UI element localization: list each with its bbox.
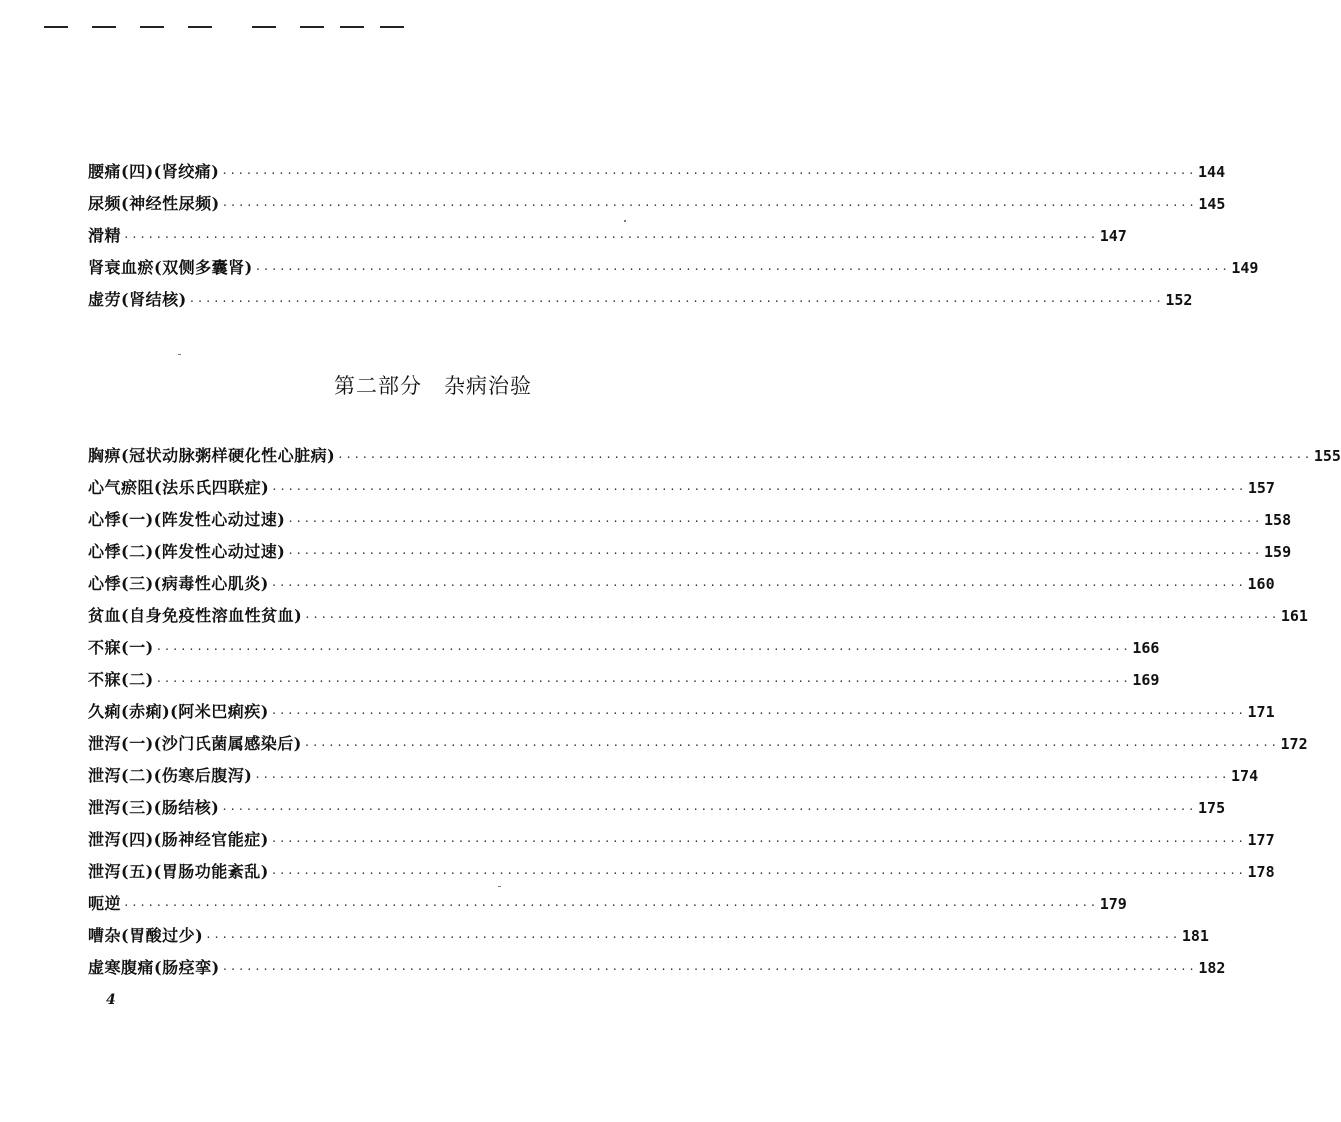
toc-leader-dots: ························································································································ [287, 515, 1263, 528]
toc-entry-page: 182 [1198, 959, 1226, 977]
toc-leader-dots: ························································································································ [205, 931, 1180, 944]
toc-entry [88, 536, 1292, 568]
toc-entry [88, 156, 1226, 188]
toc-entry-page: 177 [1247, 831, 1275, 849]
toc-entry-title: 不寐(一) [88, 638, 154, 657]
toc-leader-dots: ························································································································ [270, 579, 1246, 592]
toc-part1-list [88, 156, 1259, 316]
toc-leader-dots: ························································································································ [337, 451, 1312, 464]
toc-part2-list [88, 440, 1341, 984]
toc-entry-title: 心悸(一)(阵发性心动过速) [88, 510, 286, 529]
header-dash [300, 26, 324, 28]
toc-entry-title: 呃逆 [88, 894, 122, 913]
toc-entry-page: 145 [1198, 195, 1226, 213]
header-dash [188, 26, 212, 28]
page-number: 4 [106, 992, 116, 1008]
toc-entry [88, 824, 1275, 856]
toc-entry-page: 175 [1198, 799, 1226, 817]
toc-entry [88, 440, 1341, 472]
toc-leader-dots: ························································································································ [304, 611, 1279, 624]
toc-leader-dots: ························································································································ [188, 295, 1164, 308]
toc-entry [88, 920, 1209, 952]
toc-entry [88, 792, 1226, 824]
header-dash [44, 26, 68, 28]
toc-leader-dots: ························································································································ [155, 643, 1131, 656]
scan-speck [178, 354, 181, 355]
toc-entry [88, 284, 1193, 316]
toc-entry-page: 179 [1099, 895, 1127, 913]
toc-entry [88, 632, 1160, 664]
header-dash [140, 26, 164, 28]
toc-entry [88, 760, 1259, 792]
toc-entry-title: 泄泻(四)(肠神经官能症) [88, 830, 269, 849]
scan-speck [498, 886, 501, 887]
toc-entry-page: 152 [1165, 291, 1193, 309]
toc-entry-page: 172 [1280, 735, 1308, 753]
toc-entry [88, 728, 1308, 760]
toc-entry-page: 159 [1264, 543, 1292, 561]
toc-entry-page: 144 [1198, 163, 1226, 181]
toc-leader-dots: ························································································································ [271, 483, 1246, 496]
toc-entry-title: 嘈杂(胃酸过少) [88, 926, 204, 945]
toc-entry-title: 胸痹(冠状动脉粥样硬化性心脏病) [88, 446, 336, 465]
toc-entry-page: 181 [1181, 927, 1209, 945]
toc-entry-page: 171 [1247, 703, 1275, 721]
toc-leader-dots: ························································································································ [221, 199, 1197, 212]
toc-entry-title: 泄泻(二)(伤寒后腹泻) [88, 766, 253, 785]
toc-leader-dots: ························································································································ [221, 167, 1197, 180]
header-rule [0, 26, 866, 30]
header-dash [380, 26, 404, 28]
toc-entry-page: 158 [1264, 511, 1292, 529]
toc-entry-title: 久痢(赤痢)(阿米巴痢疾) [88, 702, 269, 721]
toc-entry-page: 166 [1132, 639, 1160, 657]
toc-entry-title: 心悸(三)(病毒性心肌炎) [88, 574, 269, 593]
toc-entry-page: 149 [1231, 259, 1259, 277]
toc-entry-page: 161 [1280, 607, 1308, 625]
toc-entry-title: 心悸(二)(阵发性心动过速) [88, 542, 286, 561]
toc-entry-page: 155 [1313, 447, 1341, 465]
scan-speck [624, 220, 626, 222]
header-dash [252, 26, 276, 28]
toc-entry-page: 169 [1132, 671, 1160, 689]
toc-leader-dots: ························································································································ [221, 803, 1197, 816]
toc-entry [88, 888, 1127, 920]
toc-entry [88, 472, 1275, 504]
toc-entry-page: 160 [1247, 575, 1275, 593]
toc-entry [88, 220, 1127, 252]
toc-entry-title: 滑精 [88, 226, 122, 245]
toc-entry-title: 腰痛(四)(肾绞痛) [88, 162, 220, 181]
toc-entry [88, 188, 1226, 220]
toc-entry-title: 泄泻(三)(肠结核) [88, 798, 220, 817]
toc-entry-page: 174 [1231, 767, 1259, 785]
toc-leader-dots: ························································································································ [270, 867, 1246, 880]
toc-leader-dots: ························································································································ [254, 263, 1230, 276]
toc-leader-dots: ························································································································ [221, 963, 1197, 976]
toc-leader-dots: ························································································································ [270, 707, 1246, 720]
toc-leader-dots: ························································································································ [303, 739, 1279, 752]
toc-leader-dots: ························································································································ [123, 231, 1098, 244]
toc-entry [88, 664, 1160, 696]
header-dash [340, 26, 364, 28]
header-dash [92, 26, 116, 28]
section-heading: 第二部分 杂病治验 [334, 374, 532, 398]
toc-entry [88, 252, 1259, 284]
toc-entry-title: 心气瘀阻(法乐氏四联症) [88, 478, 270, 497]
toc-entry-title: 泄泻(五)(胃肠功能紊乱) [88, 862, 269, 881]
toc-leader-dots: ························································································································ [270, 835, 1246, 848]
toc-entry [88, 952, 1226, 984]
toc-entry [88, 568, 1275, 600]
toc-leader-dots: ························································································································ [123, 899, 1098, 912]
toc-leader-dots: ························································································································ [287, 547, 1263, 560]
toc-entry [88, 600, 1308, 632]
toc-leader-dots: ························································································································ [155, 675, 1131, 688]
toc-entry [88, 504, 1292, 536]
toc-entry-title: 贫血(自身免疫性溶血性贫血) [88, 606, 303, 625]
toc-entry-title: 虚寒腹痛(肠痉挛) [88, 958, 220, 977]
toc-leader-dots: ························································································································ [254, 771, 1230, 784]
toc-entry-title: 肾衰血瘀(双侧多囊肾) [88, 258, 253, 277]
toc-entry-page: 147 [1099, 227, 1127, 245]
toc-entry-title: 尿频(神经性尿频) [88, 194, 220, 213]
toc-entry [88, 856, 1275, 888]
toc-entry-page: 178 [1247, 863, 1275, 881]
toc-entry-title: 虚劳(肾结核) [88, 290, 187, 309]
toc-entry [88, 696, 1275, 728]
toc-entry-title: 泄泻(一)(沙门氏菌属感染后) [88, 734, 302, 753]
toc-entry-title: 不寐(二) [88, 670, 154, 689]
toc-entry-page: 157 [1247, 479, 1275, 497]
